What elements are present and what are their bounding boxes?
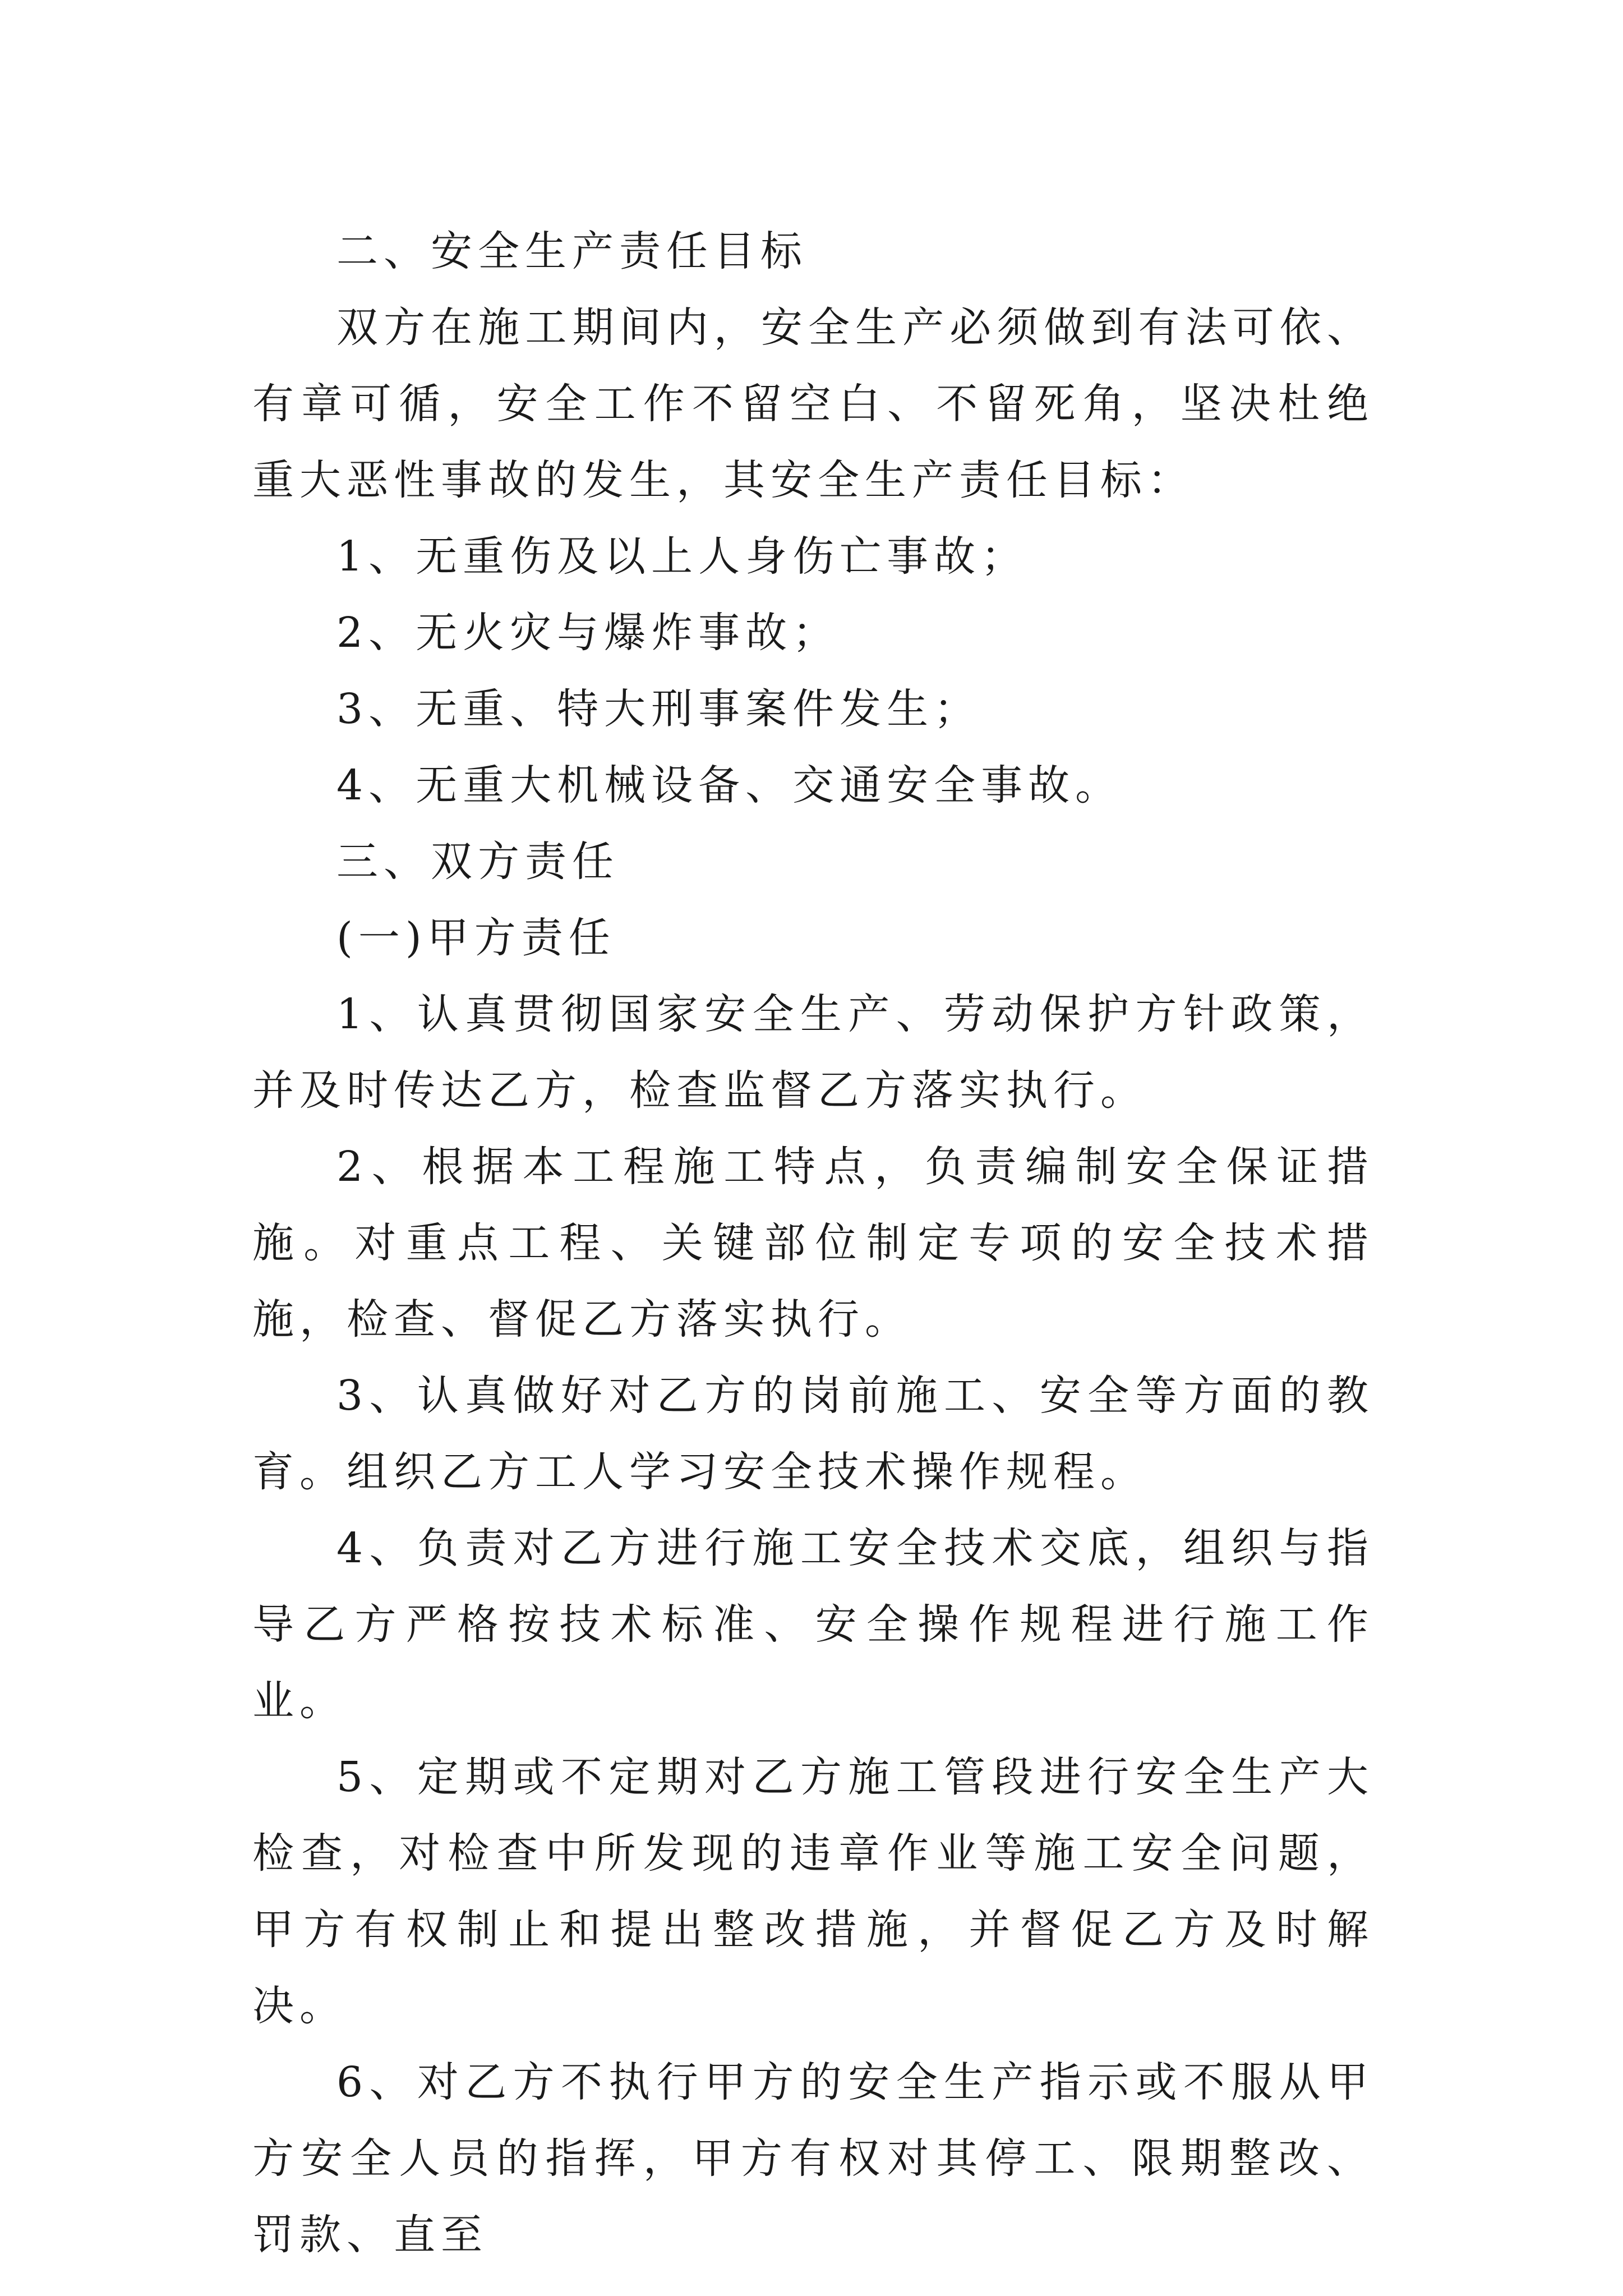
list-item: 1、认真贯彻国家安全生产、劳动保护方针政策，并及时传达乙方，检查监督乙方落实执行。: [252, 990, 1374, 1115]
list-item: 4、无重大机械设备、交通安全事故。: [336, 761, 1123, 809]
subsection-heading: (一)甲方责任: [336, 914, 616, 962]
paragraph: 双方在施工期间内，安全生产必须做到有法可依、有章可循，安全工作不留空白、不留死角，坚决杜绝重大恶性事故的发生，其安全生产责任目标：: [252, 303, 1374, 504]
list-item: 6、对乙方不执行甲方的安全生产指示或不服从甲方安全人员的指挥，甲方有权对其停工、限期整改、罚款、直至: [252, 2058, 1374, 2259]
section-heading: 三、双方责任: [336, 838, 619, 886]
section-heading: 二、安全生产责任目标: [336, 227, 808, 275]
list-item: 4、负责对乙方进行施工安全技术交底，组织与指导乙方严格按技术标准、安全操作规程进行施工作业。: [252, 1524, 1374, 1725]
list-item: 1、无重伤及以上人身伤亡事故；: [336, 532, 1029, 581]
list-item: 3、认真做好对乙方的岗前施工、安全等方面的教育。组织乙方工人学习安全技术操作规程。: [252, 1372, 1374, 1496]
list-item: 2、根据本工程施工特点，负责编制安全保证措施。对重点工程、关键部位制定专项的安全技术措施，检查、督促乙方落实执行。: [252, 1143, 1374, 1343]
list-item: 3、无重、特大刑事案件发生；: [336, 685, 981, 733]
list-item: 5、定期或不定期对乙方施工管段进行安全生产大检查，对检查中所发现的违章作业等施工安全问题，甲方有权制止和提出整改措施，并督促乙方及时解决。: [252, 1753, 1374, 2030]
document-body: [252, 213, 1374, 2273]
list-item: 2、无火灾与爆炸事故；: [336, 609, 840, 657]
